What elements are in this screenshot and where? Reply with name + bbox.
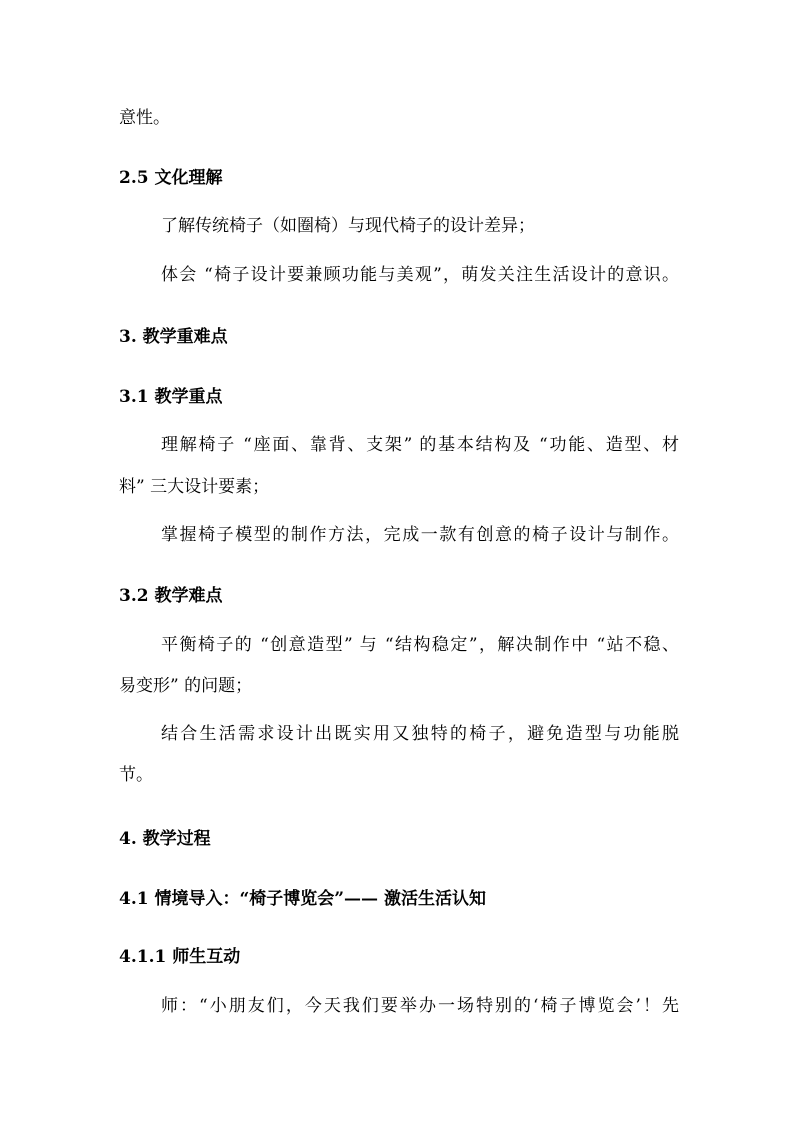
paragraph: 掌握椅子模型的制作方法，完成一款有创意的椅子设计与制作。 [161,525,679,545]
section-heading-2-5: 2.5 文化理解 [119,168,223,188]
section-heading-3-1: 3.1 教学重点 [119,387,223,407]
section-heading-4: 4. 教学过程 [119,829,211,849]
paragraph-line: 平衡椅子的 “创意造型” 与 “结构稳定”，解决制作中 “站不稳、 [161,635,679,655]
paragraph: 师：“小朋友们，今天我们要举办一场特别的‘椅子博览会’！先 [161,996,679,1016]
paragraph-line: 易变形” 的问题； [119,676,253,696]
continuation-text: 意性。 [119,108,170,128]
paragraph: 了解传统椅子（如圈椅）与现代椅子的设计差异； [161,216,535,236]
section-heading-4-1: 4.1 情境导入：“椅子博览会”—— 激活生活认知 [119,889,486,909]
paragraph-line: 结合生活需求设计出既实用又独特的椅子，避免造型与功能脱 [161,724,679,744]
section-heading-3: 3. 教学重难点 [119,327,228,347]
section-heading-4-1-1: 4.1.1 师生互动 [119,947,241,967]
paragraph-line: 理解椅子 “座面、靠背、支架” 的基本结构及 “功能、造型、材 [161,435,679,455]
paragraph-line: 节。 [119,765,153,785]
section-heading-3-2: 3.2 教学难点 [119,586,223,606]
paragraph: 体会 “椅子设计要兼顾功能与美观”，萌发关注生活设计的意识。 [161,265,679,285]
paragraph-line: 料” 三大设计要素； [119,477,270,497]
